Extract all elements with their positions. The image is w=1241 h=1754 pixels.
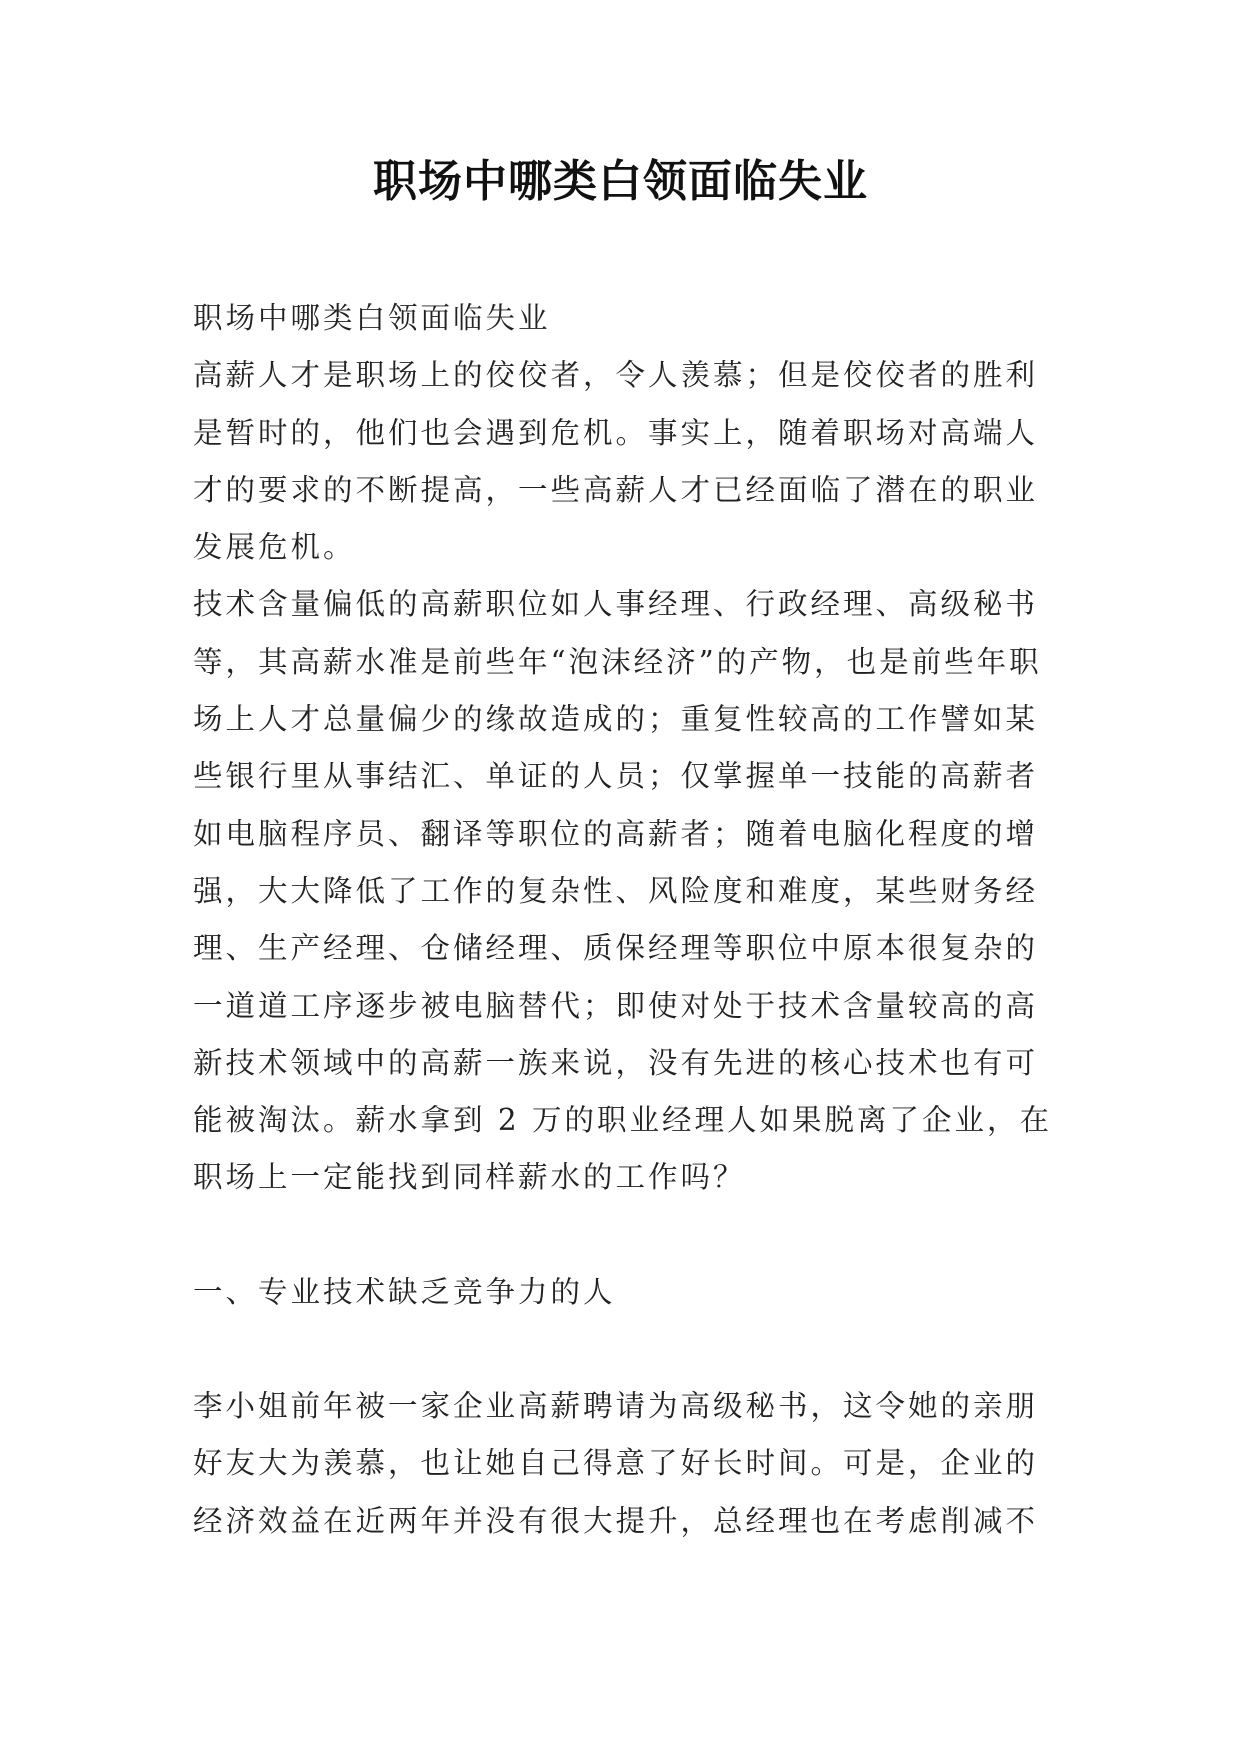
subtitle-paragraph: 职场中哪类白领面临失业 (193, 301, 551, 335)
intro-paragraph: 高薪人才是职场上的佼佼者，令人羡慕；但是佼佼者的胜利是暂时的，他们也会遇到危机。事实上，随着职场对高端人才的要求的不断提高，一些高薪人才已经面临了潜在的职业发展危机。 (193, 358, 1039, 565)
document-body (193, 290, 1053, 1550)
body-paragraph: 技术含量偏低的高薪职位如人事经理、行政经理、高级秘书等，其高薪水准是前些年“泡沫经济”的产物，也是前些年职场上人才总量偏少的缘故造成的；重复性较高的工作譬如某些银行里从事结汇、单证的人员；仅掌握单一技能的高薪者如电脑程序员、翻译等职位的高薪者；随着电脑化程度的增强，大大降低了工作的复杂性、风险度和难度，某些财务经理、生产经理、仓储经理、质保经理等职位中原本很复杂的一道道工序逐步被电脑替代；即使对处于技术含量较高的高新技术领域中的高薪一族来说，没有先进的核心技术也有可能被淘汰。薪水拿到 2 万的职业经理人如果脱离了企业，在职场上一定能找到同样薪水的工作吗？ (193, 587, 1053, 1195)
case-paragraph: 李小姐前年被一家企业高薪聘请为高级秘书，这令她的亲朋好友大为羡慕，也让她自己得意了好长时间。可是，企业的经济效益在近两年并没有很大提升，总经理也在考虑削减不 (193, 1389, 1039, 1538)
document-title: 职场中哪类白领面临失业 (373, 156, 868, 207)
paragraph-gap (193, 1321, 1053, 1378)
section-heading: 一、专业技术缺乏竞争力的人 (193, 1274, 616, 1309)
paragraph-gap (193, 1207, 1053, 1264)
